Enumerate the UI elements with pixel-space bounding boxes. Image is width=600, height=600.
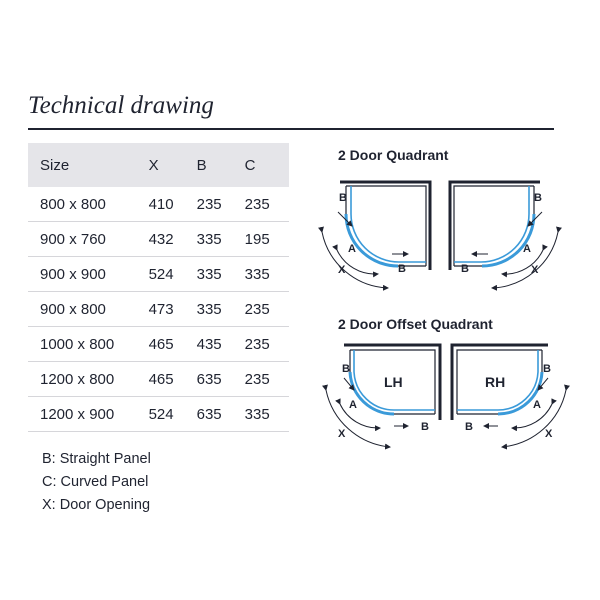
- page-title: Technical drawing: [28, 92, 214, 119]
- b-cell: 635: [197, 397, 245, 432]
- size-cell: 1200 x 900: [28, 397, 149, 432]
- lh-label: LH: [384, 374, 403, 390]
- x-cell: 465: [149, 362, 197, 397]
- opening-arc: [326, 390, 390, 447]
- tray-curve: [346, 186, 426, 266]
- label-a-curved: A: [523, 243, 531, 255]
- label-b-straight: B: [465, 421, 473, 433]
- quadrant-right-unit: [450, 182, 558, 288]
- door-glass: [346, 214, 398, 266]
- size-cell: 900 x 900: [28, 257, 149, 292]
- c-cell: 335: [245, 397, 289, 432]
- c-cell: 335: [245, 257, 289, 292]
- label-b-straight: B: [339, 192, 347, 204]
- c-cell: 235: [245, 187, 289, 222]
- tray-edge: [346, 186, 426, 266]
- quadrant-diagram-title: 2 Door Quadrant: [338, 147, 449, 163]
- column-header-size: Size: [28, 143, 149, 187]
- size-cell: 900 x 800: [28, 292, 149, 327]
- b-cell: 335: [197, 222, 245, 257]
- b-cell: 235: [197, 187, 245, 222]
- opening-arc: [322, 232, 388, 288]
- offset-lh-unit: [326, 345, 440, 447]
- label-a-curved: A: [349, 399, 357, 411]
- label-x-opening: X: [338, 264, 346, 276]
- b-cell: 335: [197, 292, 245, 327]
- size-cell: 1000 x 800: [28, 327, 149, 362]
- quadrant-left-unit: [322, 182, 430, 288]
- label-b-straight: B: [461, 263, 469, 275]
- label-b-straight: B: [543, 363, 551, 375]
- x-cell: 524: [149, 257, 197, 292]
- door-glass: [482, 214, 534, 266]
- c-cell: 235: [245, 327, 289, 362]
- label-b-straight: B: [398, 263, 406, 275]
- size-cell: 800 x 800: [28, 187, 149, 222]
- c-cell: 195: [245, 222, 289, 257]
- column-header-c: C: [245, 143, 289, 187]
- tray-curve: [454, 186, 534, 266]
- legend-item-straight-panel: B: Straight Panel: [42, 451, 151, 467]
- b-cell: 435: [197, 327, 245, 362]
- x-cell: 465: [149, 327, 197, 362]
- b-cell: 335: [197, 257, 245, 292]
- rh-label: RH: [485, 374, 506, 390]
- label-a-curved: A: [348, 243, 356, 255]
- tray-edge: [454, 186, 534, 266]
- c-cell: 235: [245, 362, 289, 397]
- offset-quadrant-diagram-title: 2 Door Offset Quadrant: [338, 316, 493, 332]
- label-x-opening: X: [338, 428, 346, 440]
- x-cell: 432: [149, 222, 197, 257]
- label-x-opening: X: [531, 264, 539, 276]
- legend-item-door-opening: X: Door Opening: [42, 497, 151, 513]
- size-cell: 1200 x 800: [28, 362, 149, 397]
- wall-outline: [340, 182, 430, 270]
- label-x-opening: X: [545, 428, 553, 440]
- column-header-b: B: [197, 143, 245, 187]
- label-b-straight: B: [421, 421, 429, 433]
- door-swing-arc: [340, 404, 380, 428]
- label-a-curved: A: [533, 399, 541, 411]
- x-cell: 410: [149, 187, 197, 222]
- legend-item-curved-panel: C: Curved Panel: [42, 474, 149, 490]
- label-b-straight: B: [342, 363, 350, 375]
- size-cell: 900 x 760: [28, 222, 149, 257]
- x-cell: 524: [149, 397, 197, 432]
- offset-rh-unit: [452, 345, 566, 447]
- wall-outline: [450, 182, 540, 270]
- door-swing-arc: [512, 404, 552, 428]
- opening-arc: [492, 232, 558, 288]
- column-header-x: X: [149, 143, 197, 187]
- c-cell: 235: [245, 292, 289, 327]
- label-b-straight: B: [534, 192, 542, 204]
- b-cell: 635: [197, 362, 245, 397]
- x-cell: 473: [149, 292, 197, 327]
